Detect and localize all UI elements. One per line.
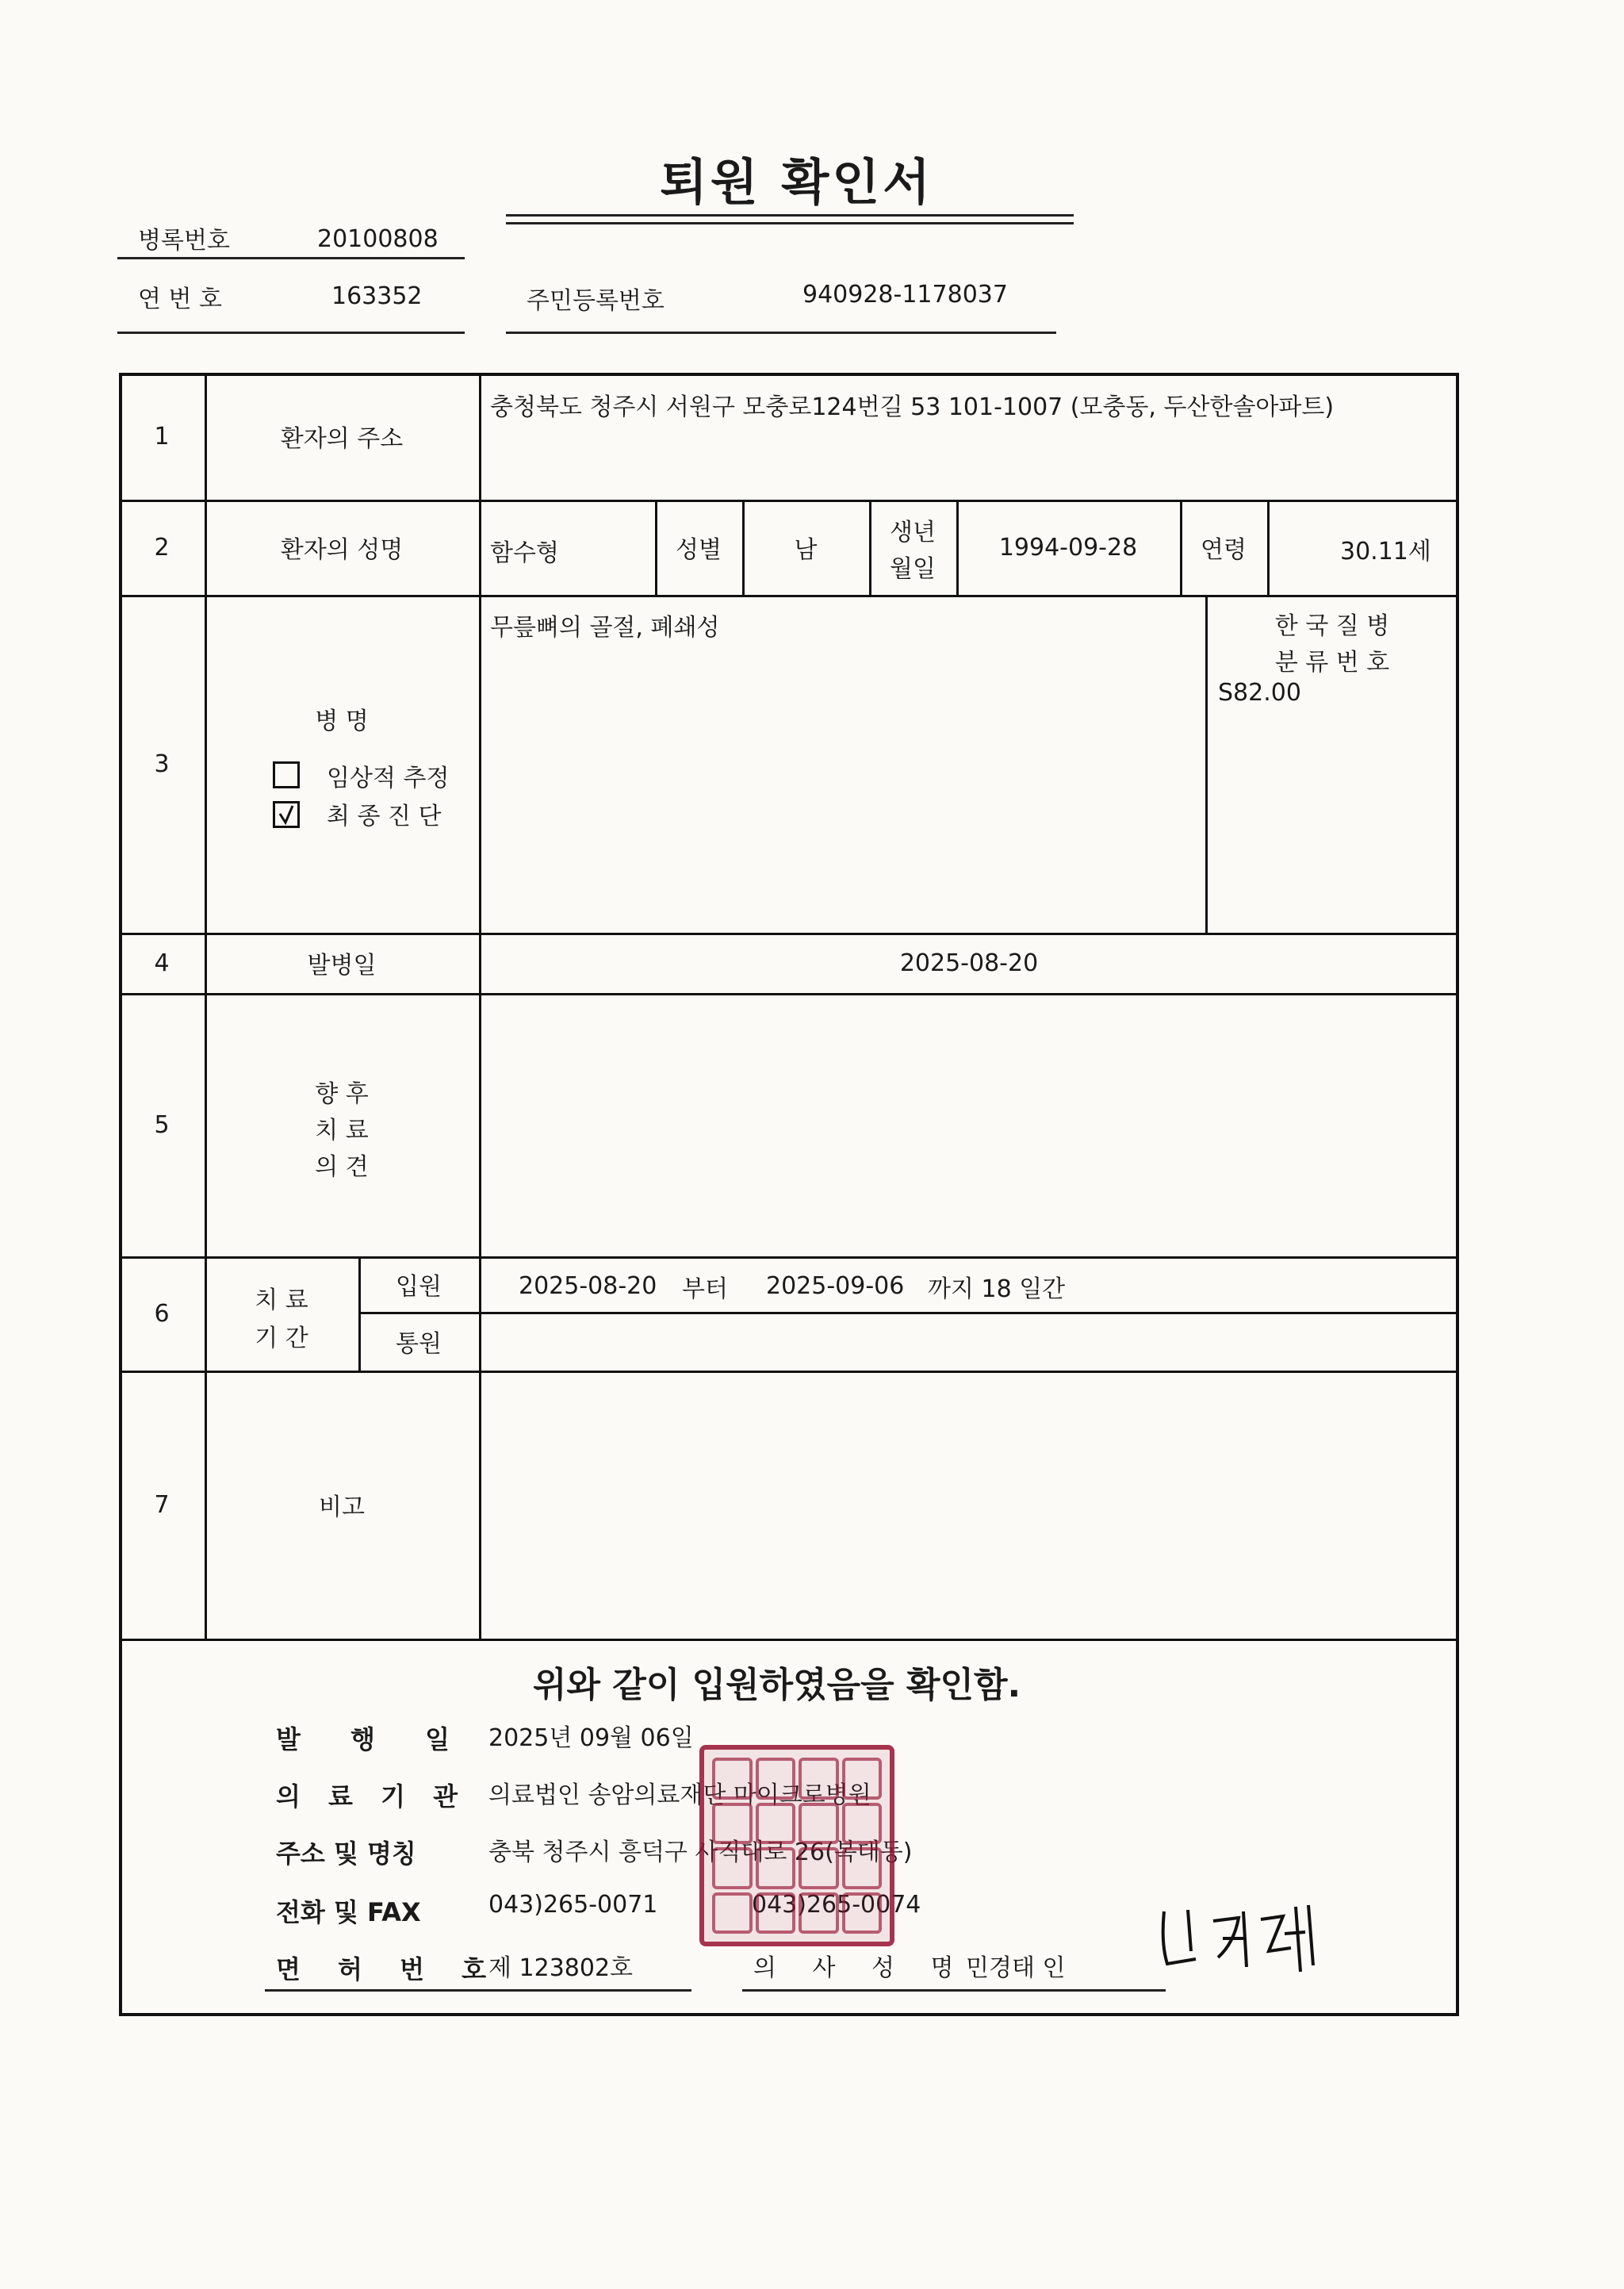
institution-label: 의 료 기 관 — [276, 1781, 468, 1812]
period-label-2: 기 간 — [255, 1325, 308, 1352]
opinion-label-2: 치 료 — [315, 1117, 369, 1144]
issue-date-label: 발 행 일 — [276, 1724, 471, 1754]
address-name-label: 주소 및 명칭 — [276, 1838, 416, 1869]
kcd-label-2: 분 류 번 호 — [1274, 649, 1390, 677]
row-number: 5 — [154, 1110, 170, 1139]
row-divider — [119, 595, 1459, 597]
period-to-word: 까지 18 일간 — [928, 1275, 1066, 1303]
clinical-estimate-label: 임상적 추정 — [327, 765, 450, 792]
rrn-label: 주민등록번호 — [527, 287, 665, 315]
age-value: 30.11세 — [1340, 538, 1431, 566]
opinion-label-1: 향 후 — [315, 1080, 369, 1108]
dob-label-2: 월일 — [890, 555, 936, 583]
diagnosis-value: 무릎뼈의 골절, 폐쇄성 — [490, 614, 720, 642]
onset-label: 발병일 — [307, 952, 377, 980]
row-number: 6 — [154, 1299, 170, 1328]
kcd-code: S82.00 — [1218, 679, 1301, 707]
row-number: 3 — [154, 750, 170, 778]
row-divider — [119, 1639, 1459, 1641]
institution-seal — [699, 1745, 894, 1946]
row-divider — [358, 1312, 1459, 1314]
license-underline — [265, 1989, 691, 1992]
col-divider — [479, 1256, 481, 1371]
doctor-underline — [742, 1989, 1166, 1992]
serial-number-value: 163352 — [331, 282, 423, 310]
record-underline — [117, 257, 465, 259]
rrn-value: 940928-1178037 — [802, 281, 1008, 309]
clinical-estimate-checkbox[interactable] — [273, 761, 300, 788]
period-to: 2025-09-06 — [766, 1272, 905, 1300]
address-name-value: 충북 청주시 흥덕구 사직대로 26(복대동) — [488, 1838, 913, 1866]
row-number: 1 — [154, 422, 170, 451]
title-underline-2 — [506, 222, 1074, 224]
name-label: 환자의 성명 — [280, 536, 404, 564]
doctor-label: 의 사 성 명 — [753, 1954, 968, 1982]
title-underline-1 — [506, 214, 1074, 217]
patient-name: 함수형 — [490, 539, 559, 567]
serial-number-label: 연 번 호 — [138, 286, 223, 313]
row-number: 7 — [154, 1490, 170, 1519]
period-from-word: 부터 — [682, 1275, 728, 1303]
doctor-name: 민경태 인 — [966, 1954, 1066, 1982]
col-divider — [479, 373, 481, 1256]
serial-underline — [117, 332, 465, 334]
check-mark-icon — [275, 803, 299, 827]
period-from: 2025-08-20 — [519, 1272, 657, 1300]
kcd-label-1: 한 국 질 병 — [1274, 612, 1390, 640]
row-number: 2 — [154, 533, 170, 562]
col-divider — [479, 1371, 481, 1639]
row-divider — [119, 993, 1459, 995]
license-label: 면 허 번 호 — [276, 1954, 501, 1984]
outpatient-label: 통원 — [396, 1330, 442, 1358]
opinion-label-3: 의 견 — [315, 1153, 369, 1181]
sex-value: 남 — [794, 536, 818, 564]
period-label-1: 치 료 — [255, 1286, 308, 1314]
col-divider — [1205, 595, 1208, 933]
dob-value: 1994-09-28 — [998, 533, 1138, 562]
col-divider — [1267, 500, 1270, 595]
final-diagnosis-label: 최 종 진 단 — [327, 803, 442, 830]
address-value: 충청북도 청주시 서원구 모충로124번길 53 101-1007 (모충동, 두산한솔아파트) — [490, 393, 1335, 421]
row-divider — [119, 1256, 1459, 1259]
fax-value: 043)265-0074 — [752, 1891, 921, 1919]
disease-label: 병 명 — [315, 707, 369, 735]
rrn-underline — [506, 332, 1056, 334]
phone-value: 043)265-0071 — [488, 1891, 658, 1919]
address-label: 환자의 주소 — [280, 425, 404, 453]
dob-label-1: 생년 — [890, 519, 936, 546]
institution-value: 의료법인 송암의료재단 마이크로병원 — [488, 1781, 871, 1809]
issue-date-value: 2025년 09월 06일 — [488, 1724, 694, 1752]
final-diagnosis-checkbox[interactable] — [273, 801, 300, 828]
age-label: 연령 — [1201, 536, 1247, 564]
sex-label: 성별 — [676, 536, 722, 564]
page-title: 퇴원 확인서 — [660, 153, 934, 211]
phone-fax-label: 전화 및 FAX — [276, 1897, 421, 1927]
confirmation-statement: 위와 같이 입원하였음을 확인함. — [533, 1665, 1021, 1705]
doctor-signature — [1150, 1896, 1324, 1983]
remarks-label: 비고 — [319, 1493, 365, 1521]
inpatient-label: 입원 — [396, 1273, 442, 1301]
record-number-value: 20100808 — [317, 225, 439, 253]
record-number-label: 병록번호 — [138, 227, 230, 255]
row-number: 4 — [154, 949, 170, 977]
license-value: 제 123802호 — [488, 1954, 634, 1982]
onset-value: 2025-08-20 — [899, 949, 1039, 977]
